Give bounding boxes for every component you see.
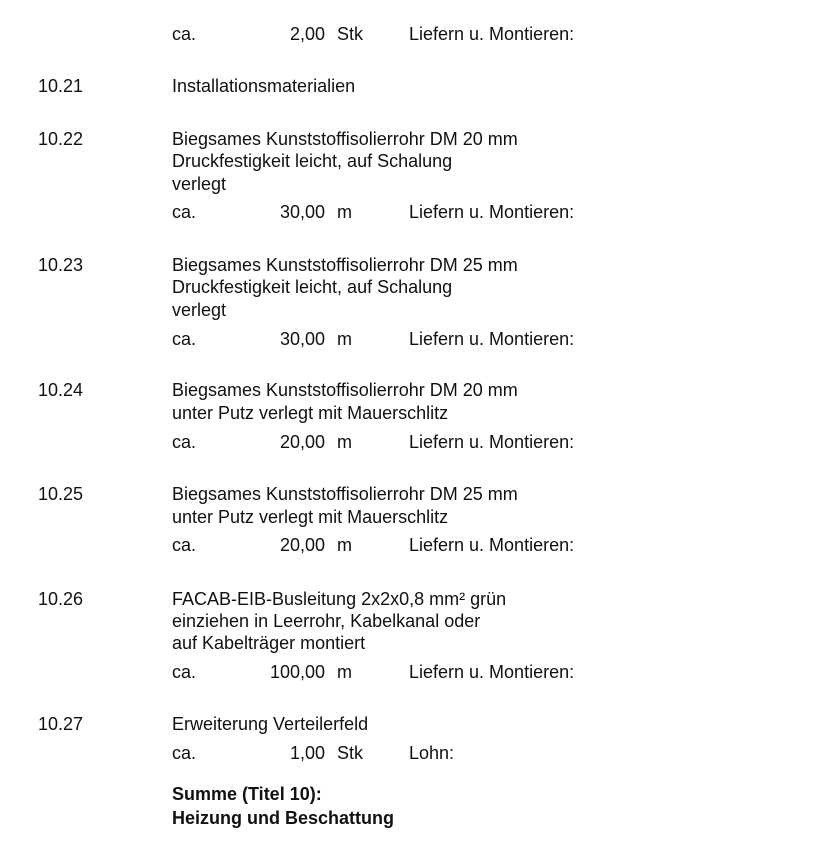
quantity-row [0, 430, 828, 454]
qty-value: 30,00 [279, 329, 325, 349]
qty-value: 100,00 [269, 662, 325, 682]
item-description-line: auf Kabelträger montiert [172, 633, 366, 653]
item-description-line: unter Putz verlegt mit Mauerschlitz [172, 507, 449, 527]
item-description-row [0, 631, 828, 655]
qty-action: Liefern u. Montieren: [409, 329, 575, 349]
summary-row [0, 782, 828, 806]
item-number: 10.23 [38, 255, 84, 275]
item-description-row [0, 609, 828, 633]
item-description-line: verlegt [172, 300, 227, 320]
qty-action: Liefern u. Montieren: [409, 432, 575, 452]
item-description-row [0, 298, 828, 322]
summary-title: Summe (Titel 10): [172, 784, 322, 804]
item-description-row [0, 401, 828, 425]
item-header-row [0, 253, 828, 277]
item-header-row [0, 127, 828, 151]
item-header-row [0, 74, 828, 98]
quantity-row [0, 200, 828, 224]
qty-prefix: ca. [172, 662, 197, 682]
item-description-line: Biegsames Kunststoffisolierrohr DM 25 mm [172, 255, 518, 275]
qty-prefix: ca. [172, 202, 197, 222]
item-description-row [0, 172, 828, 196]
qty-prefix: ca. [172, 24, 197, 44]
item-number: 10.25 [38, 484, 84, 504]
qty-prefix: ca. [172, 329, 197, 349]
qty-unit: m [337, 202, 352, 222]
item-description-line: Biegsames Kunststoffisolierrohr DM 20 mm [172, 129, 518, 149]
qty-action: Liefern u. Montieren: [409, 24, 575, 44]
item-description-line: Biegsames Kunststoffisolierrohr DM 25 mm [172, 484, 518, 504]
qty-prefix: ca. [172, 432, 197, 452]
item-number: 10.22 [38, 129, 84, 149]
item-header-row [0, 712, 828, 736]
qty-unit: m [337, 662, 352, 682]
qty-prefix: ca. [172, 535, 197, 555]
qty-action: Liefern u. Montieren: [409, 535, 575, 555]
item-description-line: Druckfestigkeit leicht, auf Schalung [172, 277, 453, 297]
item-description-line: Erweiterung Verteilerfeld [172, 714, 369, 734]
item-number: 10.26 [38, 589, 84, 609]
item-number: 10.24 [38, 380, 84, 400]
quantity-row [0, 22, 828, 46]
item-description-line: FACAB-EIB-Busleitung 2x2x0,8 mm² grün [172, 589, 507, 609]
qty-action: Liefern u. Montieren: [409, 662, 575, 682]
item-number: 10.21 [38, 76, 84, 96]
qty-value: 20,00 [279, 535, 325, 555]
qty-value: 2,00 [289, 24, 325, 44]
item-description-line: Biegsames Kunststoffisolierrohr DM 20 mm [172, 380, 518, 400]
item-header-row [0, 378, 828, 402]
qty-value: 20,00 [279, 432, 325, 452]
item-description-line: verlegt [172, 174, 227, 194]
item-header-row [0, 482, 828, 506]
qty-action: Lohn: [409, 743, 455, 763]
summary-subtitle: Heizung und Beschattung [172, 808, 394, 828]
qty-value: 30,00 [279, 202, 325, 222]
item-description-line: einziehen in Leerrohr, Kabelkanal oder [172, 611, 481, 631]
item-description-line: Druckfestigkeit leicht, auf Schalung [172, 151, 453, 171]
qty-unit: m [337, 535, 352, 555]
qty-prefix: ca. [172, 743, 197, 763]
quantity-row [0, 533, 828, 557]
item-number: 10.27 [38, 714, 84, 734]
qty-unit: Stk [337, 24, 364, 44]
quantity-row [0, 327, 828, 351]
qty-unit: Stk [337, 743, 364, 763]
quantity-row [0, 660, 828, 684]
item-description-line: Installationsmaterialien [172, 76, 356, 96]
qty-value: 1,00 [289, 743, 325, 763]
item-description-row [0, 275, 828, 299]
item-description-row [0, 505, 828, 529]
qty-unit: m [337, 432, 352, 452]
qty-unit: m [337, 329, 352, 349]
item-header-row [0, 587, 828, 611]
summary-row [0, 806, 828, 830]
item-description-row [0, 149, 828, 173]
qty-action: Liefern u. Montieren: [409, 202, 575, 222]
quantity-row [0, 741, 828, 765]
item-description-line: unter Putz verlegt mit Mauerschlitz [172, 403, 449, 423]
